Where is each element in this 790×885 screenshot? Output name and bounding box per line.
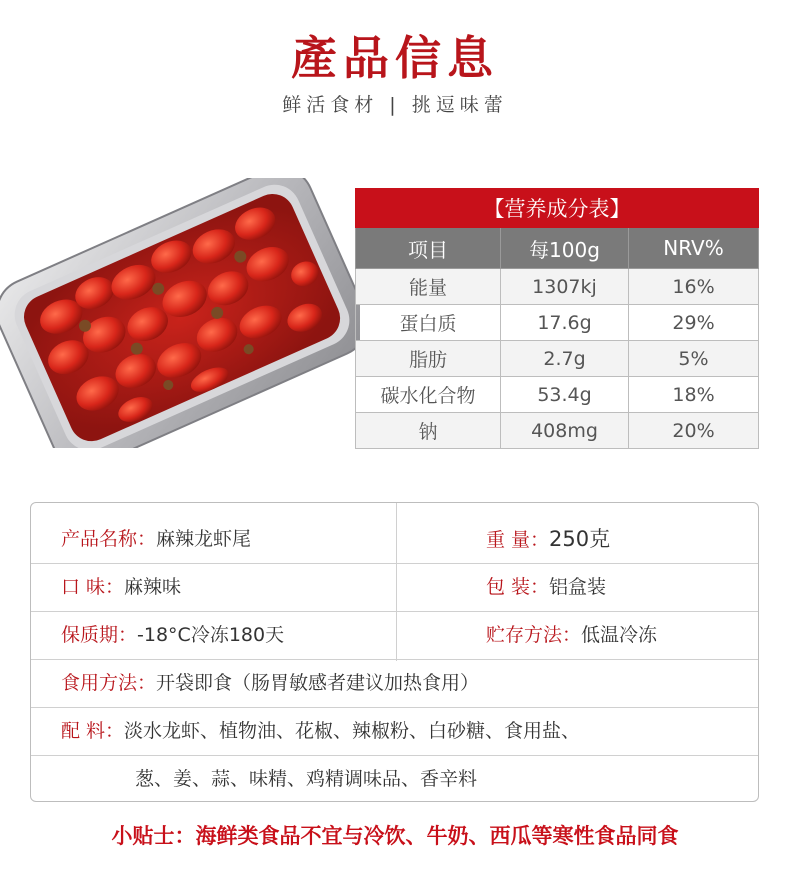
page-title: 產品信息: [291, 31, 499, 85]
weight-label: 重 量：: [486, 529, 550, 551]
table-row: [356, 269, 759, 305]
nutrient-amount: 1307kj: [501, 269, 629, 305]
column-header-nrv: NRV%: [629, 228, 759, 269]
package-value: 铝盒装: [549, 576, 607, 598]
nutrient-nrv: 16%: [629, 269, 759, 305]
table-row: [356, 341, 759, 377]
info-row-ingredients-cont: [31, 755, 758, 803]
nutrient-name: 蛋白质: [356, 305, 501, 341]
taste-value: 麻辣味: [124, 576, 182, 598]
nutrient-amount: 17.6g: [501, 305, 629, 341]
ingredients-line-2: 葱、姜、蒜、味精、鸡精调味品、香辛料: [135, 768, 478, 790]
package-label: 包 装：: [486, 576, 550, 598]
product-name-value: 麻辣龙虾尾: [156, 528, 252, 550]
table-row: [356, 305, 759, 341]
storage-value: 低温冷冻: [581, 624, 658, 646]
info-row-shelf-storage: [31, 611, 758, 660]
nutrient-nrv: 5%: [629, 341, 759, 377]
column-header-item: 项目: [356, 228, 501, 269]
column-header-per100g: 每100g: [501, 228, 629, 269]
nutrient-amount: 53.4g: [501, 377, 629, 413]
nutrition-caption: 【营养成分表】: [356, 189, 759, 228]
page-subtitle: 鲜活食材 | 挑逗味蕾: [282, 94, 508, 116]
nutrient-name: 碳水化合物: [356, 377, 501, 413]
taste-label: 口 味：: [61, 576, 125, 598]
nutrient-nrv: 29%: [629, 305, 759, 341]
ingredients-label: 配 料：: [61, 720, 125, 742]
storage-label: 贮存方法：: [486, 624, 582, 646]
info-row-ingredients: [31, 707, 758, 756]
info-row-usage: [31, 659, 758, 708]
table-row: [356, 413, 759, 449]
product-name-label: 产品名称：: [61, 528, 157, 550]
shelf-life-value: -18°C冷冻180天: [137, 624, 285, 646]
usage-label: 食用方法：: [61, 672, 157, 694]
table-row: [356, 377, 759, 413]
nutrition-table: [355, 188, 759, 449]
nutrient-amount: 2.7g: [501, 341, 629, 377]
nutrient-name: 钠: [356, 413, 501, 449]
product-image: [0, 178, 360, 448]
nutrient-nrv: 18%: [629, 377, 759, 413]
nutrient-name: 脂肪: [356, 341, 501, 377]
info-row-taste-pack: [31, 563, 758, 612]
info-row-name-weight: [31, 515, 758, 564]
shelf-life-label: 保质期：: [61, 624, 138, 646]
product-info-panel: [30, 502, 759, 802]
ingredients-line-1: 淡水龙虾、植物油、花椒、辣椒粉、白砂糖、食用盐、: [124, 720, 581, 742]
usage-value: 开袋即食（肠胃敏感者建议加热食用）: [156, 672, 480, 694]
tip-text: 小贴士：海鲜类食品不宜与冷饮、牛奶、西瓜等寒性食品同食: [111, 823, 679, 848]
nutrient-name: 能量: [356, 269, 501, 305]
nutrient-amount: 408mg: [501, 413, 629, 449]
nutrient-nrv: 20%: [629, 413, 759, 449]
weight-value: 250克: [549, 527, 611, 551]
